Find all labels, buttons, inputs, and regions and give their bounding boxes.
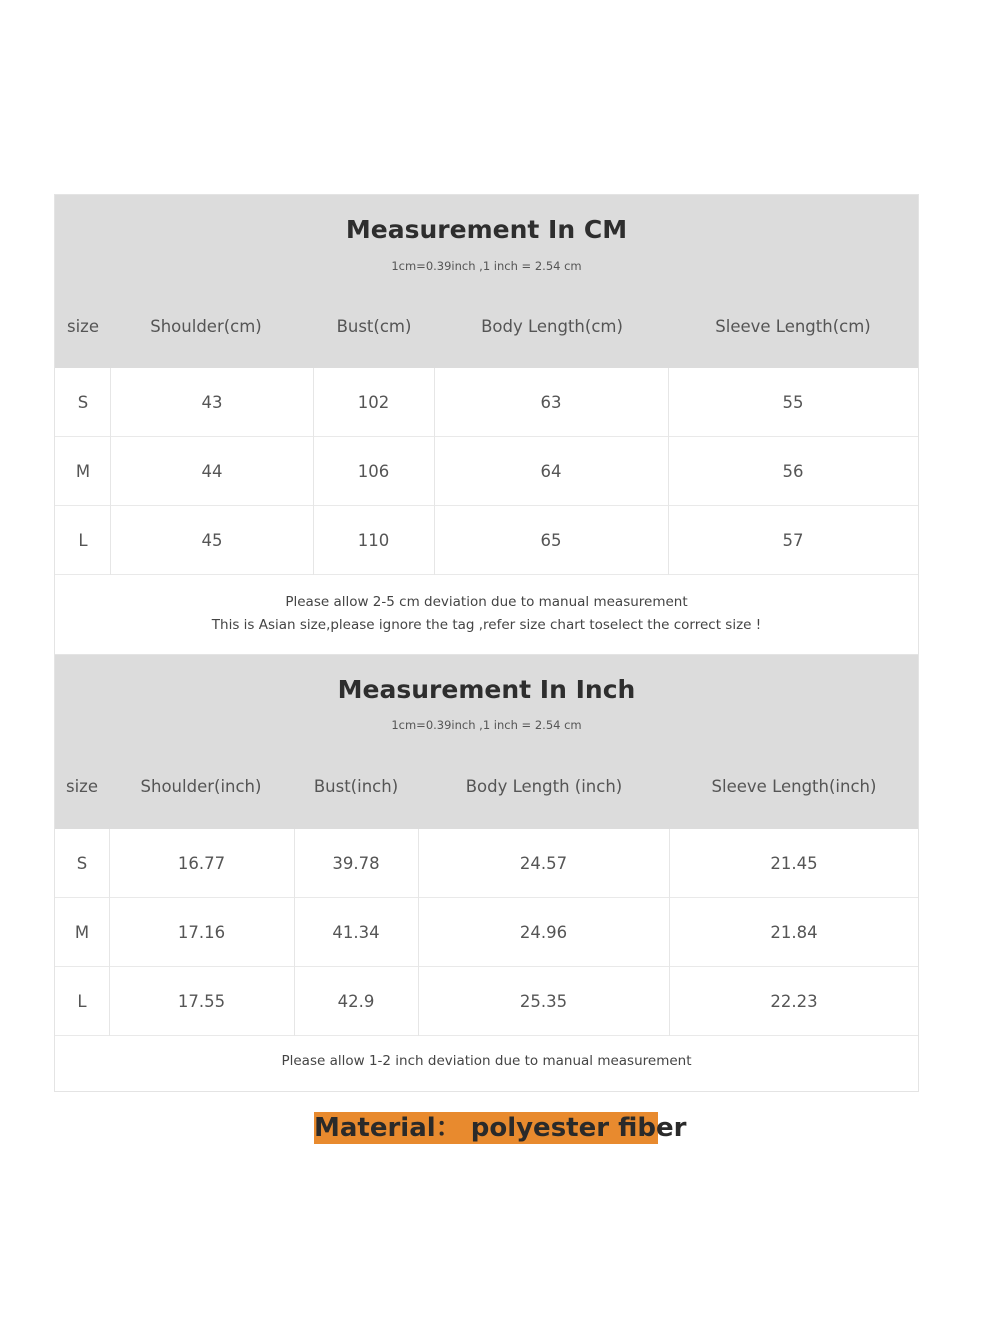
cell-bust: 42.9 <box>337 991 375 1011</box>
column-header-shoulder: Shoulder(cm) <box>150 317 262 336</box>
cell-body-length: 24.96 <box>519 922 568 942</box>
cell-size: L <box>77 991 87 1011</box>
column-header-body-length: Body Length(cm) <box>481 317 623 336</box>
size-chart-cm <box>54 194 919 655</box>
chart-header <box>55 655 918 829</box>
cell-body-length: 24.57 <box>519 853 568 873</box>
cell-size: L <box>78 530 88 550</box>
column-divider <box>418 829 419 1036</box>
table-body <box>55 368 918 575</box>
deviation-note-line: Please allow 2-5 cm deviation due to manual measurement <box>285 594 688 610</box>
cell-size: M <box>74 922 90 942</box>
cell-shoulder: 16.77 <box>177 853 226 873</box>
chart-title: Measurement In CM <box>345 215 628 244</box>
cell-sleeve-length: 21.84 <box>770 922 818 942</box>
size-chart-inch <box>54 655 919 1092</box>
cell-shoulder: 44 <box>201 461 223 481</box>
column-header-size: size <box>67 317 99 336</box>
column-headers <box>55 317 918 347</box>
cell-shoulder: 17.16 <box>177 922 226 942</box>
table-row <box>55 829 918 898</box>
cell-shoulder: 17.55 <box>177 991 226 1011</box>
cell-body-length: 64 <box>540 461 562 481</box>
cell-body-length: 25.35 <box>519 991 568 1011</box>
deviation-note <box>55 575 918 656</box>
column-header-bust: Bust(cm) <box>336 317 412 336</box>
material-label: Material： polyester fiber <box>314 1113 687 1143</box>
column-divider <box>313 368 314 575</box>
deviation-note-line: Please allow 1-2 inch deviation due to manual measurement <box>281 1053 692 1069</box>
cell-sleeve-length: 56 <box>782 461 804 481</box>
column-divider <box>668 368 669 575</box>
column-header-body-length: Body Length (inch) <box>465 777 623 796</box>
cell-sleeve-length: 57 <box>782 530 804 550</box>
cell-bust: 110 <box>357 530 390 550</box>
asian-size-note: This is Asian size,please ignore the tag ,refer size chart toselect the correct size ! <box>211 617 762 633</box>
table-row <box>55 898 918 967</box>
chart-title: Measurement In Inch <box>337 675 636 704</box>
column-header-bust: Bust(inch) <box>313 777 399 796</box>
cell-shoulder: 45 <box>201 530 223 550</box>
cell-bust: 102 <box>357 392 390 412</box>
chart-subtitle: 1cm=0.39inch ,1 inch = 2.54 cm <box>391 259 582 273</box>
column-header-size: size <box>66 777 98 796</box>
cell-sleeve-length: 55 <box>782 392 804 412</box>
column-divider <box>434 368 435 575</box>
cell-size: S <box>76 853 88 873</box>
cell-bust: 39.78 <box>332 853 380 873</box>
column-header-sleeve-length: Sleeve Length(cm) <box>715 317 871 336</box>
chart-header <box>55 195 918 368</box>
cell-size: S <box>77 392 89 412</box>
column-divider <box>669 829 670 1036</box>
table-row <box>55 437 918 506</box>
column-headers <box>55 777 918 807</box>
table-row <box>55 967 918 1036</box>
column-divider <box>109 829 110 1036</box>
cell-bust: 106 <box>357 461 390 481</box>
cell-size: M <box>75 461 91 481</box>
cell-shoulder: 43 <box>201 392 223 412</box>
column-header-shoulder: Shoulder(inch) <box>140 777 262 796</box>
chart-subtitle: 1cm=0.39inch ,1 inch = 2.54 cm <box>391 718 582 732</box>
column-divider <box>294 829 295 1036</box>
cell-body-length: 63 <box>540 392 562 412</box>
table-row <box>55 368 918 437</box>
column-header-sleeve-length: Sleeve Length(inch) <box>711 777 877 796</box>
column-divider <box>110 368 111 575</box>
table-row <box>55 506 918 575</box>
table-body <box>55 829 918 1036</box>
cell-sleeve-length: 21.45 <box>770 853 818 873</box>
deviation-note <box>55 1036 918 1090</box>
cell-sleeve-length: 22.23 <box>770 991 818 1011</box>
cell-bust: 41.34 <box>332 922 380 942</box>
cell-body-length: 65 <box>540 530 562 550</box>
